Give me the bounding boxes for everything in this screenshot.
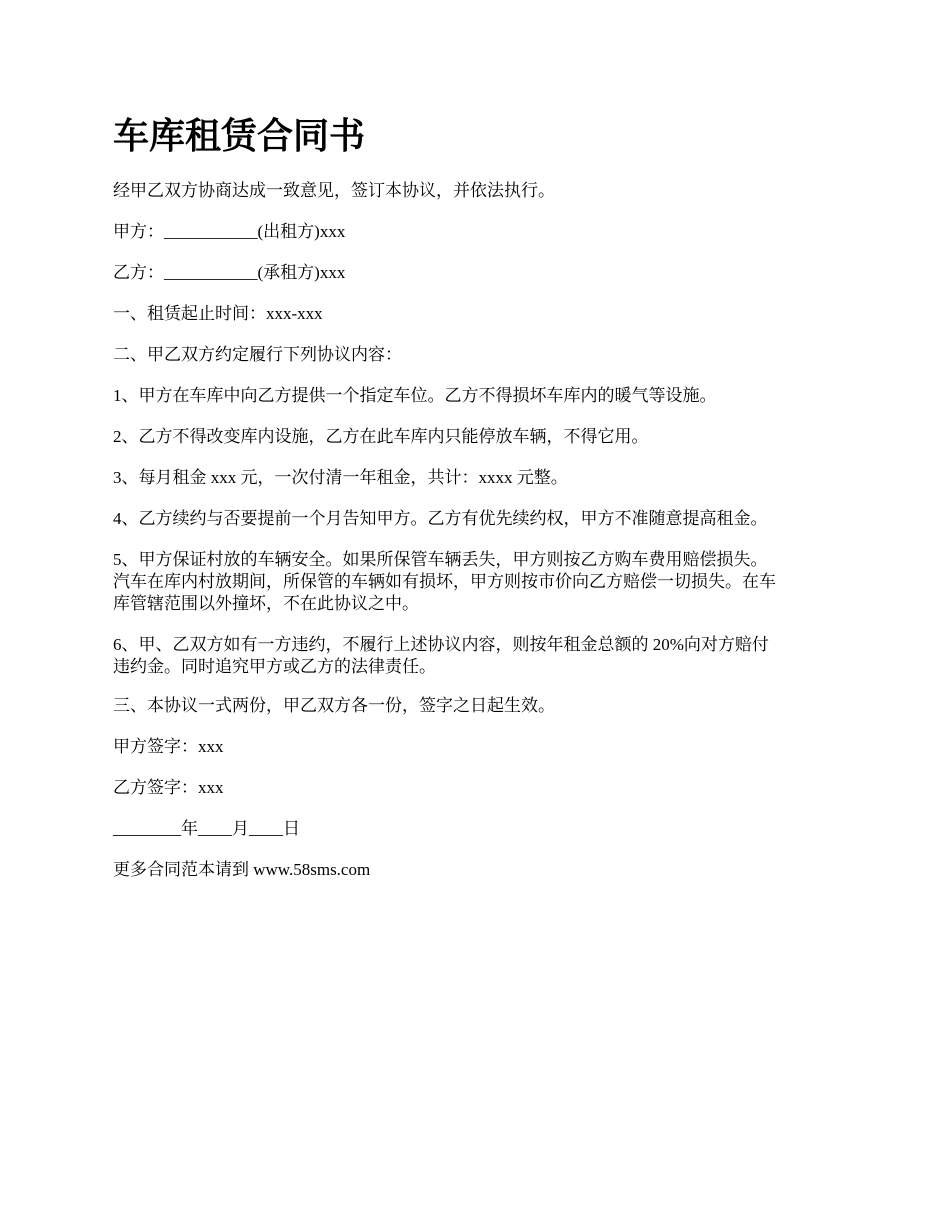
paragraph-line: 3、每月租金 xxx 元，一次付清一年租金，共计：xxxx 元整。 (113, 468, 568, 487)
document-paragraph (113, 634, 848, 678)
document-paragraph (113, 736, 848, 758)
paragraph-line: 甲方签字：xxx (113, 737, 224, 756)
document-paragraph (113, 180, 848, 202)
document-paragraph (113, 344, 848, 366)
paragraph-line: 1、甲方在车库中向乙方提供一个指定车位。乙方不得损坏车库内的暖气等设施。 (113, 386, 717, 405)
document-paragraph (113, 426, 848, 448)
document-paragraph (113, 777, 848, 799)
paragraph-line: ________年____月____日 (113, 819, 300, 838)
paragraph-line: 2、乙方不得改变库内设施，乙方在此车库内只能停放车辆，不得它用。 (113, 427, 649, 446)
document-paragraph (113, 549, 848, 615)
document-paragraph (113, 262, 848, 284)
document-paragraph (113, 695, 848, 717)
paragraph-line: 二、甲乙双方约定履行下列协议内容： (113, 345, 402, 364)
document-paragraph (113, 508, 848, 530)
document-paragraph[interactable] (113, 859, 848, 881)
paragraph-line: 汽车在库内村放期间，所保管的车辆如有损坏，甲方则按市价向乙方赔偿一切损失。在车 (113, 572, 776, 591)
paragraph-line: 6、甲、乙双方如有一方违约，不履行上述协议内容，则按年租金总额的 20%向对方赔付 (113, 635, 769, 654)
document-paragraph (113, 303, 848, 325)
paragraph-line: 乙方签字：xxx (113, 778, 224, 797)
document-paragraph (113, 467, 848, 489)
paragraph-line: 5、甲方保证村放的车辆安全。如果所保管车辆丢失，甲方则按乙方购车费用赔偿损失。 (113, 550, 768, 569)
paragraph-line: 乙方：___________(承租方)xxx (113, 263, 346, 282)
paragraph-line: 4、乙方续约与否要提前一个月告知甲方。乙方有优先续约权，甲方不准随意提高租金。 (113, 509, 768, 528)
document-title: 车库租赁合同书 (113, 115, 366, 157)
document-paragraph (113, 221, 848, 243)
paragraph-line: 违约金。同时追究甲方或乙方的法律责任。 (113, 657, 436, 676)
document-paragraph (113, 385, 848, 407)
document-paragraph (113, 818, 848, 840)
paragraph-line: 一、租赁起止时间：xxx-xxx (113, 304, 323, 323)
paragraph-line: 经甲乙双方协商达成一致意见，签订本协议，并依法执行。 (113, 181, 555, 200)
paragraph-line: 库管辖范围以外撞坏，不在此协议之中。 (113, 594, 419, 613)
paragraph-line: 甲方：___________(出租方)xxx (113, 222, 346, 241)
paragraph-line: 更多合同范本请到 www.58sms.com (113, 860, 371, 879)
paragraph-line: 三、本协议一式两份，甲乙双方各一份，签字之日起生效。 (113, 696, 555, 715)
